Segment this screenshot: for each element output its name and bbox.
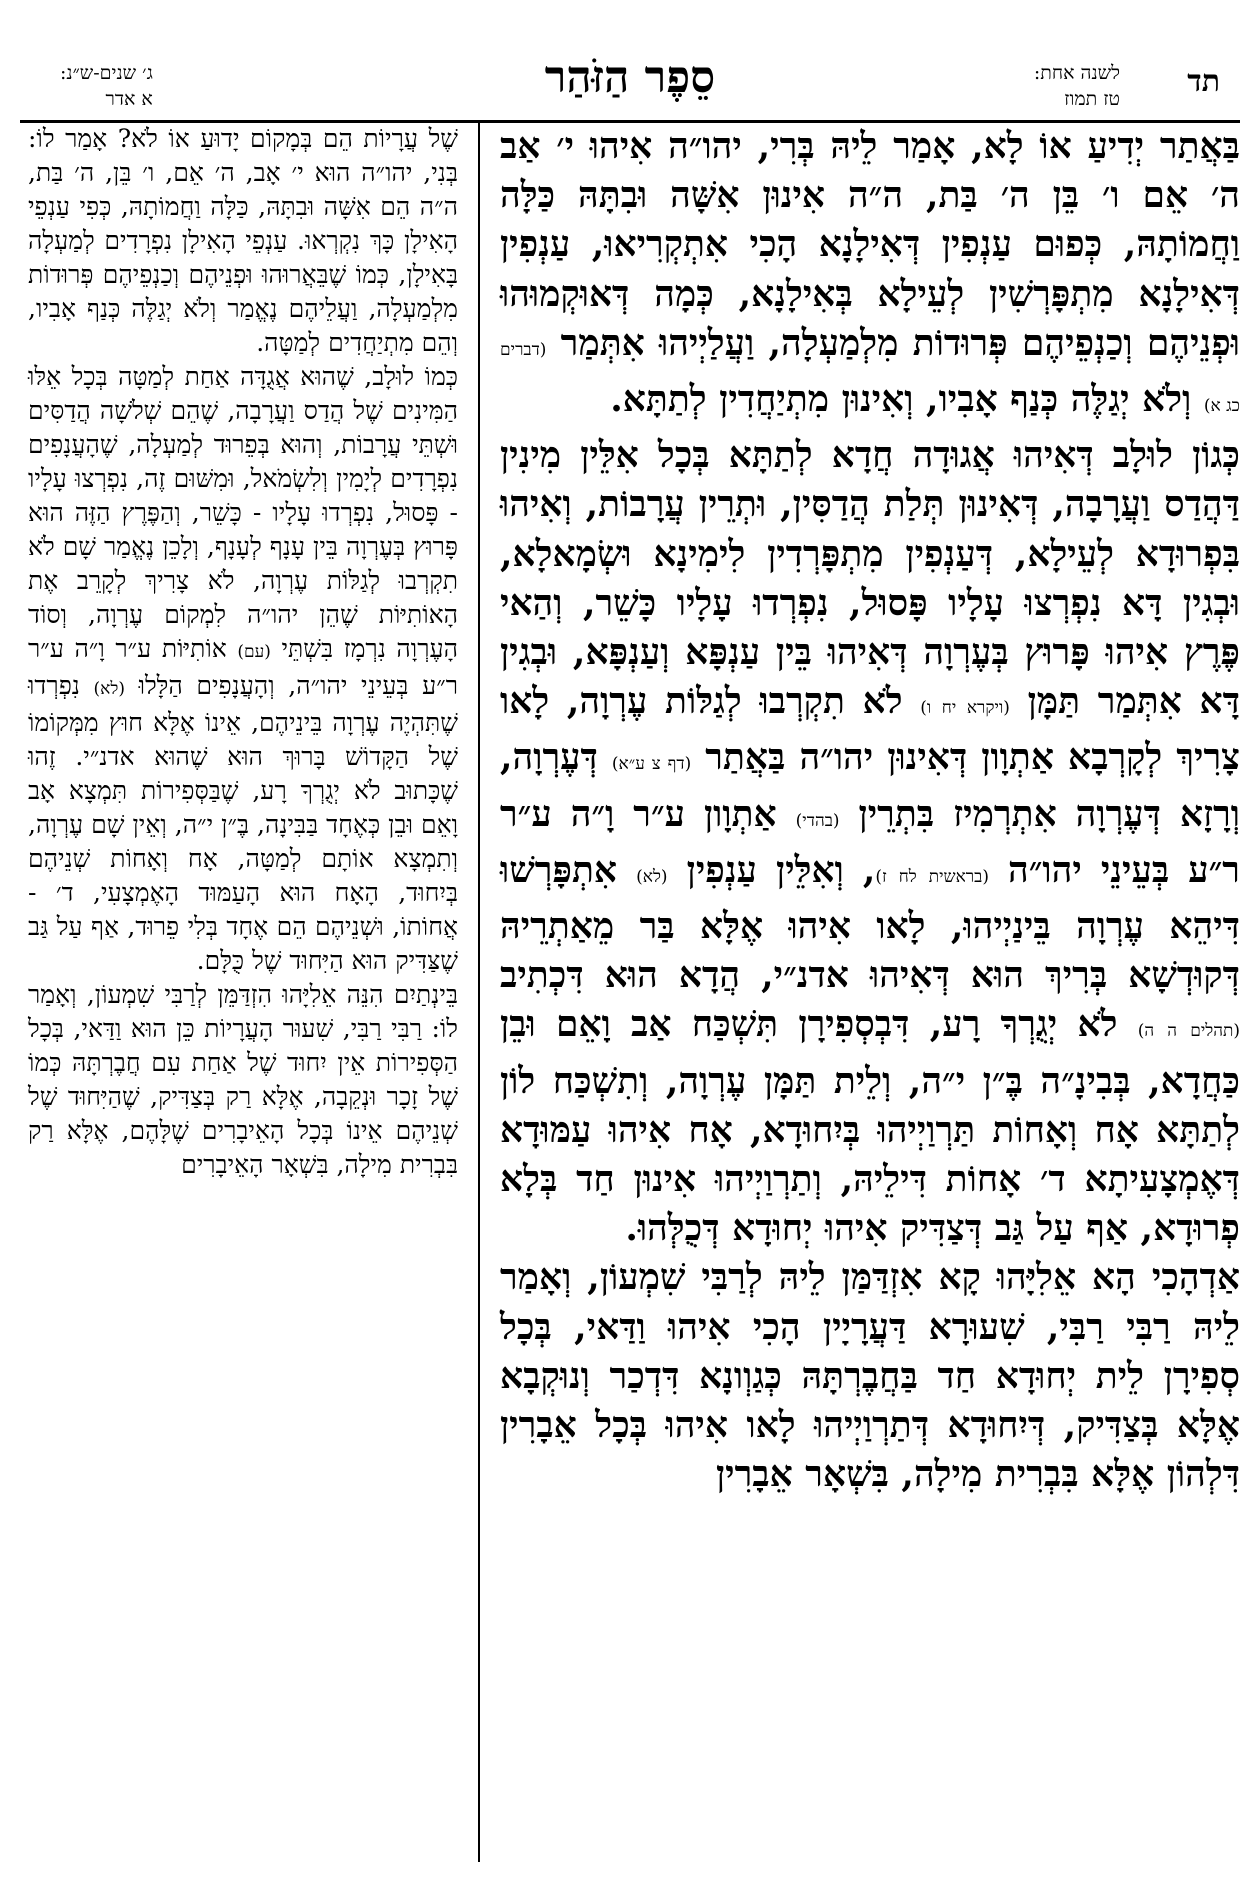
translation-text: אוֹתִיּוֹת ע״ר וָ״ה ע״ר ר״ע בְּעֵינֵי יהו״ה, וְהָעֲנָפִים הַלָּלוּ bbox=[28, 634, 458, 700]
main-text: אִתְפָּרְשׁוּ דִּיהֵא עֶרְוָה בֵּינַיְיהוּ, לָאו אִיהוּ אֶלָּא בַּר מֵאַתְרֵיהּ דְּקוּדְשָׁא בְּרִיךְ הוּא דְּאִיהוּ אדנ״י, הֲדָא הוּא דִּכְתִיב bbox=[500, 848, 1240, 997]
main-text: , וְאִלֵּין עַנְפִין bbox=[686, 848, 876, 891]
main-text: בַּאֲתַר יְדִיעַ אוֹ לָא, אָמַר לֵיהּ בְּרִי, יהו״ה אִיהוּ י׳ אַב ה׳ אֵם ו׳ בֵּן ה׳ בַּת, ה״ה אִינוּן אִשָּׁה וּבִתָּהּ כַּלָּה וַחֲמוֹתָהּ, כְּפוּם עַנְפִין דְּאִילָנָא הָכִי אִתְקְרִיאוּ, עַנְפִין דְּאִילָנָא מִתְפָּרְשִׁין לְעֵילָא בְּאִילָנָא, כְּמָה דְּאוּקְמוּהוּ וּפְנֵיהֶם וְכַנְפֵיהֶם פְּרוּדוֹת מִלְמַעְלָה, וַעֲלַיְיהוּ אִתְּמַר bbox=[500, 125, 1240, 364]
variant-note: (עם) bbox=[237, 642, 271, 662]
hebrew-translation-column bbox=[28, 122, 458, 1182]
translation-text: נִפְרְדוּ שֶׁתִּהְיֶה עֶרְוָה בֵּינֵיהֶם, אֵינוֹ אֶלָּא חוּץ מִמְּקוֹמוֹ שֶׁל הַקָּדוֹשׁ בָּרוּךְ הוּא שֶׁהוּא אדנ״י. זֶהוּ שֶׁכָּתוּב לֹא יְגֻרְךָ רָע, שֶׁבַּסְּפִירוֹת תִּמְצָא אָב וָאֵם וּבֵן כְּאֶחָד בַּבִּינָה, בֶּ״ן י״ה, וְאֵין שָׁם עֶרְוָה, וְתִמְצָא אוֹתָם לְמַטָּה, אָח וְאָחוֹת שְׁנֵיהֶם בְּיִחוּד, הָאָח הוּא הָעַמּוּד הָאֶמְצָעִי, ד׳ - אֲחוֹתוֹ, וּשְׁנֵיהֶם הֵם אֶחָד בְּלִי פֵרוּד, אַף עַל גַּב שֶׁצַּדִּיק הוּא הַיִּחוּד שֶׁל כֻּלָּם. bbox=[28, 671, 458, 975]
citation: (תהלים ה ה) bbox=[1137, 1021, 1241, 1042]
main-text: דְּעֶרְוָה, וְרָזָא דְּעֶרְוָה אִתְרְמִיז בִּתְרֵין bbox=[500, 736, 1240, 835]
schedule-one-year-date: טז תמוז bbox=[1064, 88, 1120, 110]
main-text: לֹא יְגֻרְךָ רָע, דִּבְסְפִירָן תִּשְׁכַּח אַב וָאֵם וּבֵן כַּחֲדָא, בְּבִינָ״ה בֶּ״ן י״ה, וְלֵית תַּמָּן עֶרְוָה, וְתִשְׁכַּח לוֹן לְתַתָּא אָח וְאָחוֹת תַּרְוַיְיהוּ בְּיִחוּדָא, אָח אִיהוּ עַמּוּדָא דְּאֶמְצָעִיתָא ד׳ אָחוֹת דִּילֵיהּ, וְתַרְוַיְיהוּ אִינוּן חַד בְּלָא פְרוּדָא, אַף עַל גַּב דְּצַדִּיק אִיהוּ יְחוּדָא דְּכֻלְּהוּ. bbox=[500, 1003, 1240, 1250]
schedule-three-years bbox=[60, 60, 153, 112]
book-title: סֵפֶר הַזֹּהַר bbox=[544, 52, 716, 103]
page-reference: (דף צ ע״א) bbox=[611, 754, 692, 775]
main-text: לֹא תִקְרְבוּ לְגַלּוֹת עֶרְוָה, לָאו צָרִיךְ לְקָרְבָא אַתְוָון דְּאִינוּן יהו״ה בַּאֲתַר bbox=[500, 680, 1241, 779]
page-header bbox=[30, 48, 1230, 120]
schedule-one-year-label: לשנה אחת: bbox=[1033, 62, 1120, 84]
citation: (בראשית לח ז) bbox=[875, 866, 989, 887]
main-paragraph-3: אַדְהָכִי הָא אֵלִיָּהוּ קָא אִזְדַּמַּן לֵיהּ לְרַבִּי שִׁמְעוֹן, וְאָמַר לֵיהּ רַבִּי רַבִּי, שִׁעוּרָא דַּעֲרָיָין הָכִי אִיהוּ וַדַּאי, בְּכָל סְפִירָן לֵית יְחוּדָא חַד בַּחֲבֶרְתָּהּ כְּגַוְונָא דִּדְכַר וְנוּקְבָא אֶלָּא בְּצַדִּיק, דְּיִחוּדָא דְּתַרְוַיְיהוּ לָאו אִיהוּ בְּכָל אֵבָרִין דִּלְהוֹן אֶלָּא בִּבְרִית מִילָה, בִּשְׁאָר אֵבָרִין bbox=[500, 1256, 1240, 1496]
main-text: כְּגוֹן לוּלָב דְּאִיהוּ אֲגוּדָה חֲדָא לְתַתָּא בְּכָל אִלֵּין מִינִין דַּהֲדַס וַעֲרָבָה, דְּאִינוּן תְּלַת הֲדַסִּין, וּתְרֵין עֲרָבוֹת, וְאִיהוּ בִּפְרוּדָא לְעֵילָא, דְּעַנְפִין מִתְפָּרְדִין לִימִינָא וּשְׂמָאלָא, וּבְגִין דָּא נִפְרְצוּ עָלָיו פָּסוּל, נִפְרְדוּ עָלָיו כָּשֵׁר, וְהַאי פֶּרֶץ אִיהוּ פָּרוּץ בְּעֶרְוָה דְּאִיהוּ בֵּין עַנְפָּא וְעַנְפָּא, וּבְגִין דָּא אִתְּמַר תַּמָּן bbox=[500, 434, 1240, 723]
translation-paragraph-2 bbox=[28, 360, 458, 978]
aramaic-main-column bbox=[500, 122, 1240, 1499]
citation: (ויקרא יח ו) bbox=[920, 698, 1010, 719]
translation-text: כְּמוֹ לוּלָב, שֶׁהוּא אֲגֻדָּה אַחַת לְמַטָּה בְּכָל אֵלּוּ הַמִּינִים שֶׁל הֲדַס וַעֲרָבָה, שֶׁהֵם שְׁלֹשָׁה הֲדַסִּים וּשְׁתֵּי עֲרָבוֹת, וְהוּא בְּפֵרוּד לְמַעְלָה, שֶׁהָעֲנָפִים נִפְרָדִים לְיָמִין וְלִשְׂמֹאל, וּמִשּׁוּם זֶה, נִפְרְצוּ עָלָיו - פָּסוּל, נִפְרְדוּ עָלָיו - כָּשֵׁר, וְהַפֶּרֶץ הַזֶּה הוּא פָּרוּץ בְּעֶרְוָה בֵּין עָנָף לְעָנָף, וְלָכֵן נֶאֱמַר שָׁם לֹא תִקְרְבוּ לְגַלּוֹת עֶרְוָה, לֹא צָרִיךְ לְקָרֵב אֶת הָאוֹתִיּוֹת שֶׁהֵן יהו״ה לִמְקוֹם עֶרְוָה, וְסוֹד הָעֶרְוָה נִרְמָז בִּשְׁתֵּי bbox=[28, 362, 459, 663]
page-number: תד bbox=[1187, 64, 1220, 99]
translation-paragraph-1: שֶׁל עֲרָיוֹת הֵם בְּמָקוֹם יָדוּעַ אוֹ לֹא? אָמַר לוֹ: בְּנִי, יהו״ה הוּא י׳ אָב, ה׳ אֵם, ו׳ בֵּן, ה׳ בַּת, ה״ה הֵם אִשָּׁה וּבִתָּהּ, כַּלָּה וַחֲמוֹתָהּ, כְּפִי עַנְפֵי הָאִילָן כָּךְ נִקְרְאוּ. עַנְפֵי הָאִילָן נִפְרָדִים לְמַעְלָה בָּאִילָן, כְּמוֹ שֶׁבֵּאֲרוּהוּ וּפְנֵיהֶם וְכַנְפֵיהֶם פְּרוּדוֹת מִלְמַעְלָה, וַעֲלֵיהֶם נֶאֱמַר וְלֹא יְגַלֶּה כְּנַף אָבִיו, וְהֵם מִתְיַחֲדִים לְמַטָּה. bbox=[28, 124, 458, 357]
translation-paragraph-3: בֵּינְתַיִם הִנֵּה אֵלִיָּהוּ הִזְדַּמֵּן לְרַבִּי שִׁמְעוֹן, וְאָמַר לוֹ: רַבִּי רַבִּי, שִׁעוּר הָעֲרָיוֹת כֵּן הוּא וַדַּאי, בְּכָל הַסְּפִירוֹת אֵין יִחוּד שֶׁל אַחַת עִם חֲבֶרְתָּהּ כְּמוֹ שֶׁל זָכָר וּנְקֵבָה, אֶלָּא רַק בְּצַדִּיק, שֶׁהַיִּחוּד שֶׁל שְׁנֵיהֶם אֵינוֹ בְּכָל הָאֵיבָרִים שֶׁלָּהֶם, אֶלָּא רַק בִּבְרִית מִילָה, בִּשְׁאָר הָאֵיבָרִים bbox=[28, 980, 458, 1179]
schedule-three-years-label: ג׳ שנים-ש״נ: bbox=[60, 62, 153, 84]
main-paragraph-2 bbox=[500, 431, 1240, 1253]
citation: (דברים כג א) bbox=[500, 339, 1240, 417]
variant-note: (לא) bbox=[93, 679, 125, 699]
variant-note: (לא) bbox=[636, 866, 668, 887]
schedule-three-years-date: א אדר bbox=[105, 88, 153, 110]
column-divider bbox=[478, 122, 480, 1862]
main-text: אַתְוָון ע״ר וָ״ה ע״ר ר״ע בְּעֵינֵי יהו״ה bbox=[500, 792, 1240, 891]
main-text: וְלֹא יְגַלֶּה כְּנַף אָבִיו, וְאִינוּן מִתְיַחֲדִין לְתַתָּא. bbox=[610, 378, 1192, 421]
variant-note: (בהדי) bbox=[795, 810, 840, 831]
main-paragraph-1 bbox=[500, 122, 1240, 431]
